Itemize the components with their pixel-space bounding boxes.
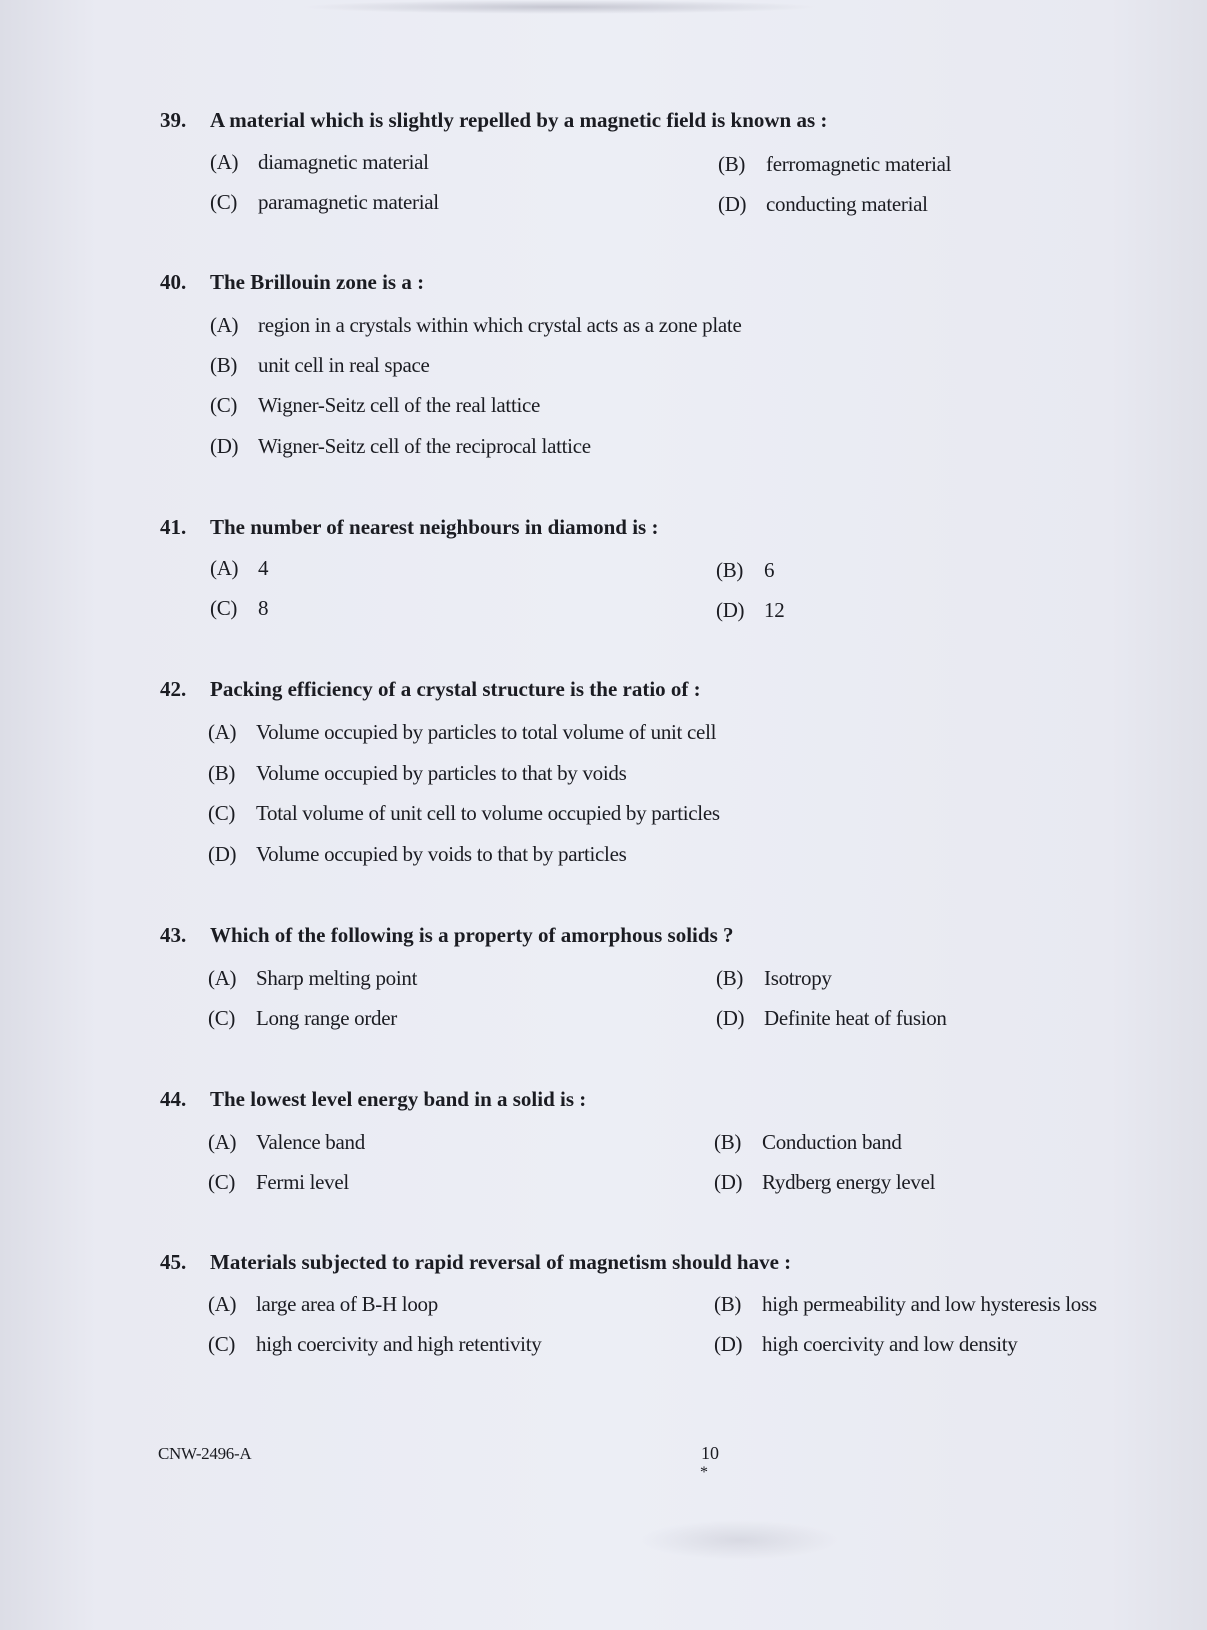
- option-text: Fermi level: [256, 1170, 349, 1194]
- option-text: Sharp melting point: [256, 966, 418, 990]
- option-text: 12: [764, 598, 785, 622]
- question-heading: [160, 270, 424, 295]
- option-text: high permeability and low hysteresis loss: [762, 1292, 1097, 1316]
- option-text: Valence band: [256, 1130, 365, 1154]
- option-label: (C): [208, 801, 236, 825]
- option-text: diamagnetic material: [258, 150, 429, 174]
- option-text: high coercivity and low density: [762, 1332, 1018, 1356]
- option-b[interactable]: [714, 1130, 902, 1155]
- page-number: 10: [701, 1443, 719, 1463]
- option-label: (A): [208, 1292, 237, 1316]
- question-text: Which of the following is a property of amorphous solids ?: [210, 923, 734, 947]
- option-label: (C): [210, 190, 238, 214]
- option-label: (B): [718, 152, 746, 176]
- question-heading: [160, 515, 658, 540]
- option-b[interactable]: [718, 152, 951, 177]
- option-label: (D): [714, 1332, 743, 1356]
- option-label: (C): [210, 596, 238, 620]
- option-d[interactable]: [714, 1170, 935, 1195]
- option-b[interactable]: [716, 558, 774, 583]
- option-label: (A): [208, 1130, 237, 1154]
- option-text: Wigner-Seitz cell of the real lattice: [258, 393, 541, 417]
- option-text: Rydberg energy level: [762, 1170, 936, 1194]
- option-label: (B): [210, 353, 238, 377]
- option-text: 4: [258, 556, 269, 580]
- option-text: 8: [258, 596, 269, 620]
- option-b[interactable]: [714, 1292, 1097, 1317]
- option-label: (B): [716, 966, 744, 990]
- option-c[interactable]: [208, 1170, 349, 1195]
- option-d[interactable]: [716, 598, 784, 623]
- question-number: 42.: [160, 677, 187, 701]
- question-number: 45.: [160, 1250, 187, 1274]
- scan-shadow-top: [300, 0, 820, 14]
- option-text: region in a crystals within which crystal acts as a zone plate: [258, 313, 742, 337]
- option-text: Conduction band: [762, 1130, 902, 1154]
- question-number: 41.: [160, 515, 187, 539]
- option-text: ferromagnetic material: [766, 152, 952, 176]
- question-number: 40.: [160, 270, 187, 294]
- option-label: (C): [208, 1170, 236, 1194]
- option-label: (B): [716, 558, 744, 582]
- option-label: (D): [208, 842, 237, 866]
- option-b[interactable]: [210, 353, 430, 378]
- question-text: A material which is slightly repelled by a magnetic field is known as :: [210, 108, 828, 132]
- option-a[interactable]: [210, 313, 741, 338]
- question-number: 44.: [160, 1087, 187, 1111]
- question-heading: [160, 1250, 791, 1275]
- question-number: 43.: [160, 923, 187, 947]
- question-heading: [160, 1087, 586, 1112]
- question-text: The number of nearest neighbours in diamond is :: [210, 515, 659, 539]
- option-text: paramagnetic material: [258, 190, 439, 214]
- option-a[interactable]: [208, 1292, 438, 1317]
- option-text: unit cell in real space: [258, 353, 430, 377]
- option-b[interactable]: [716, 966, 832, 991]
- option-label: (D): [718, 192, 747, 216]
- question-text: The Brillouin zone is a :: [210, 270, 425, 294]
- option-label: (C): [208, 1332, 236, 1356]
- paper-code: CNW-2496-A: [158, 1444, 252, 1463]
- option-d[interactable]: [210, 434, 591, 459]
- question-heading: [160, 677, 701, 702]
- option-text: conducting material: [766, 192, 928, 216]
- option-text: Volume occupied by voids to that by particles: [256, 842, 627, 866]
- option-a[interactable]: [210, 556, 268, 581]
- option-label: (A): [208, 966, 237, 990]
- option-label: (C): [208, 1006, 236, 1030]
- option-label: (B): [714, 1130, 742, 1154]
- option-a[interactable]: [208, 720, 716, 745]
- option-text: Long range order: [256, 1006, 397, 1030]
- option-c[interactable]: [210, 393, 540, 418]
- option-b[interactable]: [208, 761, 626, 786]
- option-c[interactable]: [210, 596, 268, 621]
- option-d[interactable]: [716, 1006, 947, 1031]
- question-text: Materials subjected to rapid reversal of magnetism should have :: [210, 1250, 792, 1274]
- option-text: Total volume of unit cell to volume occupied by particles: [256, 801, 720, 825]
- option-text: large area of B-H loop: [256, 1292, 438, 1316]
- option-label: (D): [716, 1006, 745, 1030]
- option-label: (C): [210, 393, 238, 417]
- option-c[interactable]: [208, 1332, 541, 1357]
- option-d[interactable]: [718, 192, 928, 217]
- option-text: Volume occupied by particles to total volume of unit cell: [256, 720, 717, 744]
- option-label: (D): [714, 1170, 743, 1194]
- option-label: (D): [210, 434, 239, 458]
- option-label: (A): [210, 150, 239, 174]
- option-text: Wigner-Seitz cell of the reciprocal lattice: [258, 434, 591, 458]
- scan-shadow-bottom: [640, 1520, 840, 1560]
- option-text: Definite heat of fusion: [764, 1006, 947, 1030]
- option-text: Volume occupied by particles to that by voids: [256, 761, 627, 785]
- option-c[interactable]: [210, 190, 439, 215]
- option-text: 6: [764, 558, 775, 582]
- option-a[interactable]: [210, 150, 429, 175]
- option-label: (B): [208, 761, 236, 785]
- option-label: (A): [210, 556, 239, 580]
- option-c[interactable]: [208, 801, 720, 826]
- option-text: Isotropy: [764, 966, 832, 990]
- question-number: 39.: [160, 108, 187, 132]
- option-label: (B): [714, 1292, 742, 1316]
- question-heading: [160, 108, 827, 133]
- option-a[interactable]: [208, 966, 417, 991]
- question-text: The lowest level energy band in a solid is :: [210, 1087, 587, 1111]
- option-c[interactable]: [208, 1006, 397, 1031]
- question-text: Packing efficiency of a crystal structure is the ratio of :: [210, 677, 701, 701]
- option-d[interactable]: [208, 842, 626, 867]
- option-d[interactable]: [714, 1332, 1017, 1357]
- question-heading: [160, 923, 734, 948]
- option-text: high coercivity and high retentivity: [256, 1332, 542, 1356]
- page-mark: *: [700, 1464, 708, 1481]
- option-a[interactable]: [208, 1130, 365, 1155]
- option-label: (D): [716, 598, 745, 622]
- option-label: (A): [208, 720, 237, 744]
- option-label: (A): [210, 313, 239, 337]
